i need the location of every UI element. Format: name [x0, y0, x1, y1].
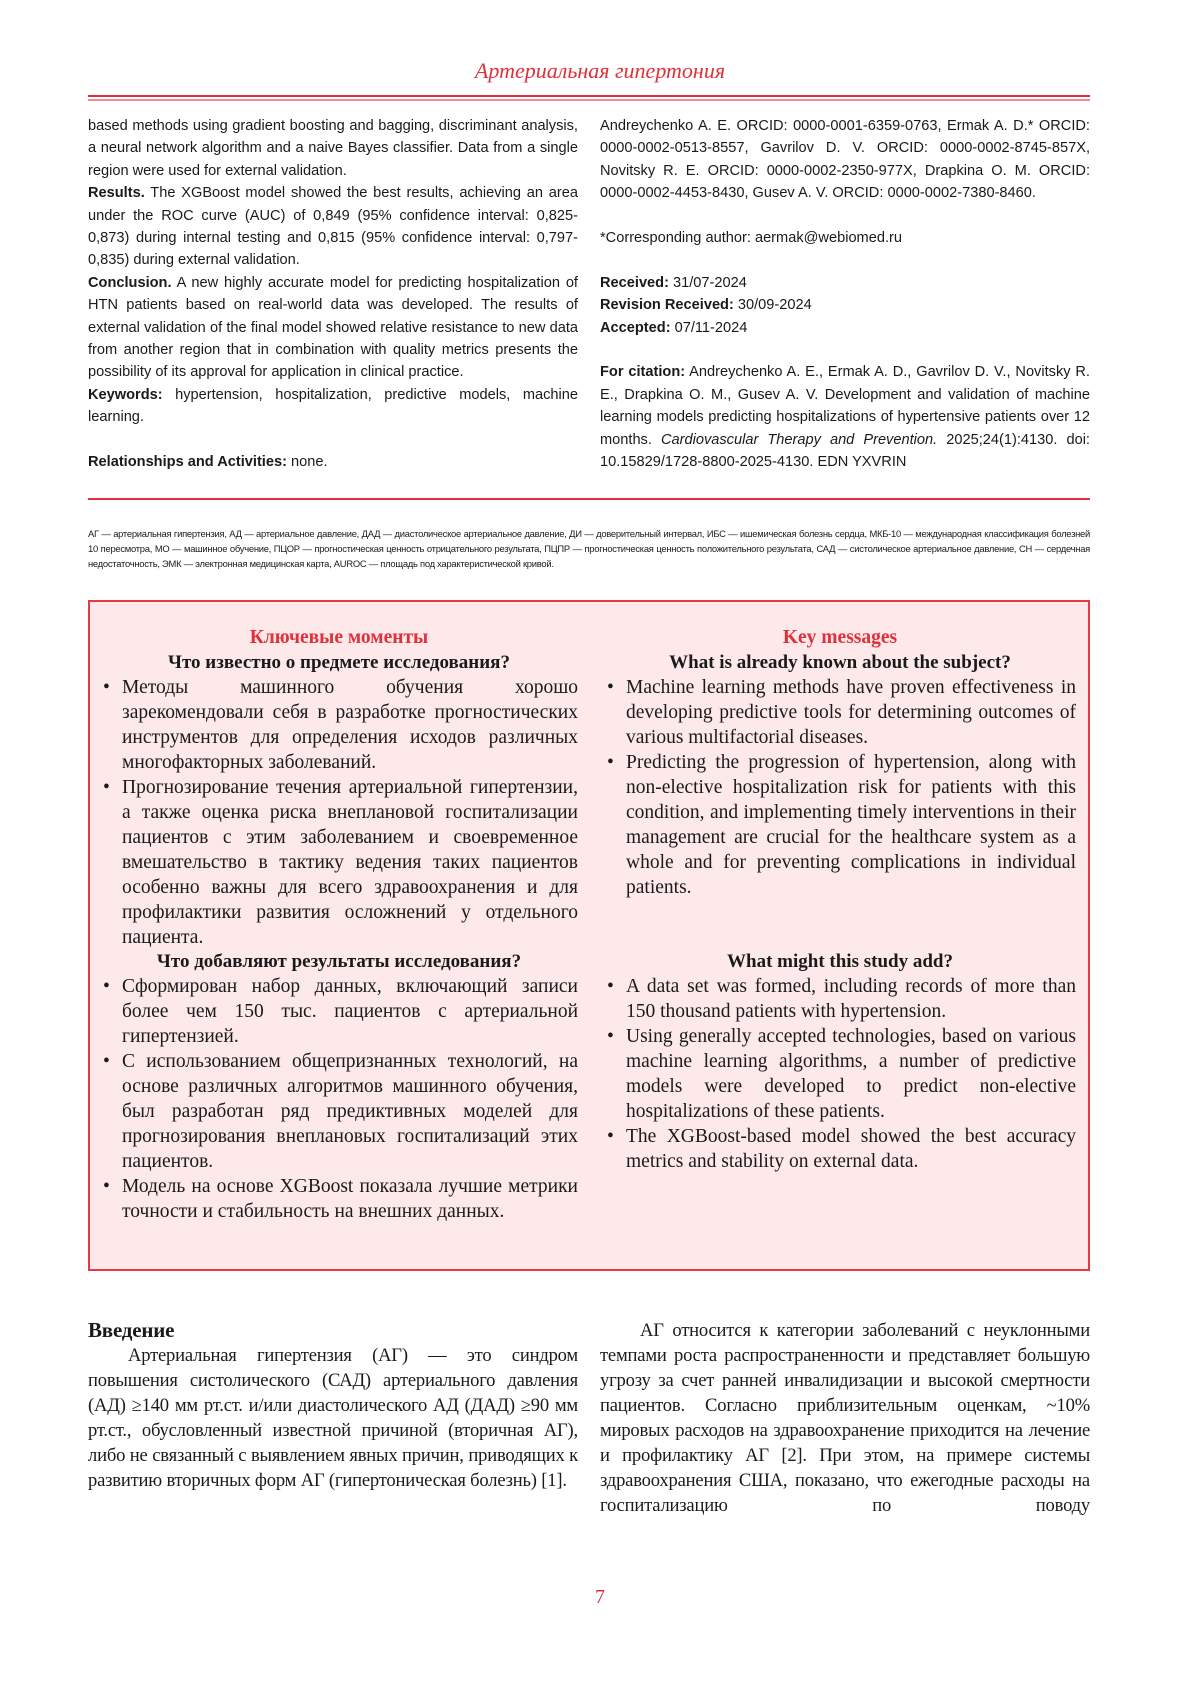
abstract-divider [88, 498, 1090, 500]
intro-right-column [600, 1318, 1090, 1518]
known-heading-en: What is already known about the subject? [604, 650, 1076, 675]
page-number: 7 [0, 1586, 1200, 1609]
accepted-value: 07/11-2024 [671, 320, 748, 336]
list-item: • Методы машинного обучения хорошо зарекомендовали себя в разработке прогностических инструментов для определения исходов различных многофакторных заболеваний. [100, 675, 578, 775]
revision-value: 30/09-2024 [734, 297, 812, 313]
received-label: Received: [600, 275, 669, 291]
list-item: • Модель на основе XGBoost показала лучшие метрики точности и стабильность на внешних данных. [100, 1174, 578, 1224]
key-messages-en-title: Key messages [604, 625, 1076, 650]
accepted-date [600, 317, 1090, 339]
corresponding-author: *Corresponding author: aermak@webiomed.ru [600, 227, 1090, 249]
citation [600, 361, 1090, 473]
received-date [600, 272, 1090, 294]
abstract-relationships [88, 451, 578, 473]
key-messages-en-add [604, 949, 1076, 1174]
header-divider [88, 95, 1090, 97]
abstract-methods-tail: based methods using gradient boosting and bagging, discriminant analysis, a neural network algorithm and a naive Bayes classifier. Data from a single region were used for external validation. [88, 115, 578, 182]
intro-left-column [88, 1318, 578, 1493]
keywords-text: hypertension, hospitalization, predictive models, machine learning. [88, 387, 578, 425]
conclusion-text: A new highly accurate model for predicting hospitalization of HTN patients based on real-world data was developed. The results of external validation of the final model showed relative resistance to new data from another region that in combination with quality metrics presents the possibility of its approval for application in clinical practice. [88, 275, 578, 381]
abstract-left-column [88, 115, 578, 473]
key-messages-ru-add [100, 949, 578, 1224]
abstract-conclusion [88, 272, 578, 384]
abstract-keywords [88, 384, 578, 429]
abstract-right-column [600, 115, 1090, 473]
results-text: The XGBoost model showed the best results, achieving an area under the ROC curve (AUC) of 0,849 (95% confidence interval: 0,825-0,873) during internal testing and 0,815 (95% confidence interval: 0,797-0,835) during external validation. [88, 185, 578, 268]
list-item: • Machine learning methods have proven effectiveness in developing predictive tools for determining outcomes of various multifactorial diseases. [604, 675, 1076, 750]
header-divider-secondary [88, 99, 1090, 101]
list-item: • Using generally accepted technologies, based on various machine learning algorithms, a number of predictive models were developed to predict non-elective hospitalizations of these patients. [604, 1024, 1076, 1124]
citation-label: For citation: [600, 364, 685, 380]
intro-heading: Введение [88, 1318, 578, 1343]
intro-paragraph: АГ относится к категории заболеваний с неуклонными темпами роста распространенности и представляет большую угрозу за счет ранней инвалидизации и высокой смертности пациентов. Согласно приблизительным оценкам, ~10% мировых расходов на здравоохранение приходится на лечение и профилактику АГ [2]. При этом, на примере системы здравоохранения США, показано, что ежегодные расходы на госпитализацию по поводу [600, 1318, 1090, 1518]
citation-journal: Cardiovascular Therapy and Prevention. [661, 432, 937, 448]
received-value: 31/07-2024 [669, 275, 747, 291]
add-heading-en: What might this study add? [604, 949, 1076, 974]
orcid-list: Andreychenko A. E. ORCID: 0000-0001-6359-0763, Ermak A. D.* ORCID: 0000-0002-0513-8557, Gavrilov D. V. ORCID: 0000-0002-8745-857X, Novitsky R. E. ORCID: 0000-0002-2350-977X, Drapkina O. M. ORCID: 0000-0002-4453-8430, Gusev A. V. ORCID: 0000-0002-7380-8460. [600, 115, 1090, 205]
keywords-label: Keywords: [88, 387, 163, 403]
revision-date [600, 294, 1090, 316]
key-messages-en-known [604, 625, 1076, 900]
citation-text: Andreychenko A. E., Ermak A. D., Gavrilov D. V., Novitsky R. E., Drapkina O. M., Gusev A. V. Development and validation of machine learning models predicting hospitalizations of hypertensive patients over 12 months. [600, 364, 1090, 447]
list-item: • The XGBoost-based model showed the best accuracy metrics and stability on external data. [604, 1124, 1076, 1174]
list-item: • A data set was formed, including records of more than 150 thousand patients with hypertension. [604, 974, 1076, 1024]
list-item: • Predicting the progression of hypertension, along with non-elective hospitalization risk for patients with this condition, and implementing timely interventions in their management are crucial for the healthcare system as a whole and for preventing complications in individual patients. [604, 750, 1076, 900]
list-item: • С использованием общепризнанных технологий, на основе различных алгоритмов машинного обучения, был разработан ряд предиктивных моделей для прогнозирования внеплановых госпитализаций этих пациентов. [100, 1049, 578, 1174]
list-item: • Сформирован набор данных, включающий записи более чем 150 тыс. пациентов с артериальной гипертензией. [100, 974, 578, 1049]
known-heading-ru: Что известно о предмете исследования? [100, 650, 578, 675]
abbreviations-list: АГ — артериальная гипертензия, АД — артериальное давление, ДАД — диастолическое артериальное давление, ДИ — доверительный интервал, ИБС — ишемическая болезнь сердца, МКБ-10 — международная классификация болезней 10 пересмотра, МО — машинное обучение, ПЦОР — прогностическая ценность отрицательного результата, ПЦПР — прогностическая ценность положительного результата, САД — систолическое артериальное давление, СН — сердечная недостаточность, ЭМК — электронная медицинская карта, AUROC — площадь под характеристической кривой. [88, 526, 1090, 571]
key-messages-ru-known [100, 625, 578, 950]
results-label: Results. [88, 185, 145, 201]
key-messages-ru-title: Ключевые моменты [100, 625, 578, 650]
citation-doi: 2025;24(1):4130. doi: 10.15829/1728-8800-2025-4130. EDN YXVRIN [600, 432, 1090, 470]
relationships-label: Relationships and Activities: [88, 454, 287, 470]
add-heading-ru: Что добавляют результаты исследования? [100, 949, 578, 974]
revision-label: Revision Received: [600, 297, 734, 313]
accepted-label: Accepted: [600, 320, 671, 336]
intro-paragraph: Артериальная гипертензия (АГ) — это синдром повышения систолического (САД) артериального давления (АД) ≥140 мм рт.ст. и/или диастолического АД (ДАД) ≥90 мм рт.ст., обусловленный известной причиной (вторичная АГ), либо не связанный с выявлением явных причин, приводящих к развитию вторичных форм АГ (гипертоническая болезнь) [1]. [88, 1343, 578, 1493]
running-header-title: Артериальная гипертония [0, 58, 1200, 84]
relationships-text: none. [287, 454, 328, 470]
abstract-results [88, 182, 578, 272]
conclusion-label: Conclusion. [88, 275, 172, 291]
list-item: • Прогнозирование течения артериальной гипертензии, а также оценка риска внеплановой госпитализации пациентов с этим заболеванием и своевременное вмешательство в тактику ведения таких пациентов особенно важны для всего здравоохранения и для профилактики развития осложнений у отдельного пациента. [100, 775, 578, 950]
